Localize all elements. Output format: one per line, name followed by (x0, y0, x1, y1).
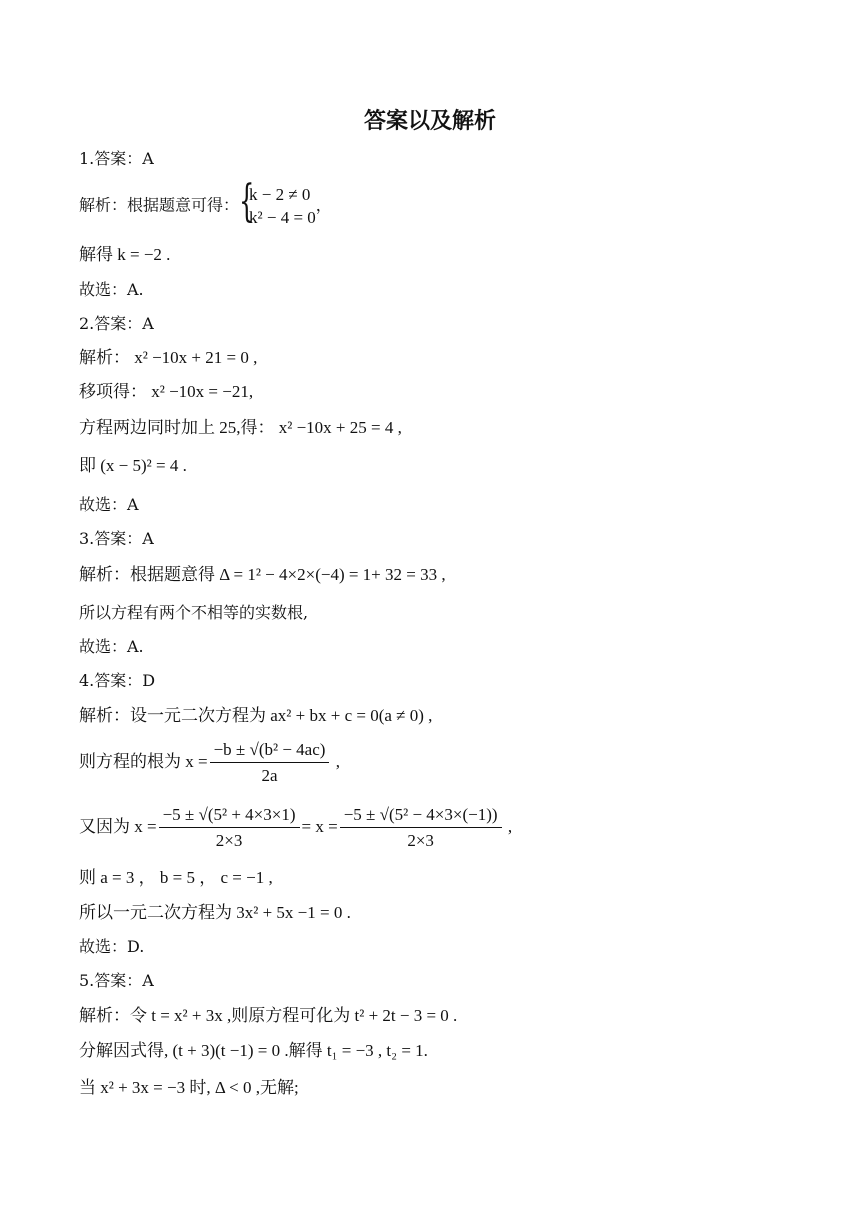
equals-x: = x = (301, 816, 338, 836)
result-1: 解得 k = −2 . (79, 245, 171, 264)
denominator-1: 2×3 (215, 831, 243, 850)
fraction-1 (159, 805, 300, 851)
given-roots-label: 又因为 x = (79, 816, 157, 836)
answer-1: 1.答案：A (79, 149, 154, 168)
step-2c: 即 (x − 5)² = 4 . (79, 456, 187, 475)
conclusion-3: 所以方程有两个不相等的实数根, (79, 603, 309, 622)
numerator-2: −5 ± √(5² − 4×3×(−1)) (340, 805, 502, 828)
root-formula (79, 740, 340, 786)
system-row-1: k − 2 ≠ 0 (249, 185, 311, 204)
choice-2: 故选：A (79, 495, 139, 514)
solution-label: 解析：根据题意可得： (79, 195, 240, 215)
factoring-5: 分解因式得, (t + 3)(t −1) = 0 .解得 t₁ = −3 , t₂ = 1. (79, 1041, 428, 1060)
solution-4: 解析：设一元二次方程为 ax² + bx + c = 0(a ≠ 0) , (79, 706, 433, 725)
solution-1 (79, 176, 332, 229)
comma: , (503, 816, 513, 836)
choice-1: 故选：A. (79, 280, 144, 299)
equation-system (239, 176, 316, 229)
answer-3: 3.答案：A (79, 529, 154, 548)
coefficients: 则 a = 3 ， b = 5 ， c = −1 , (79, 868, 273, 887)
fraction (210, 740, 330, 786)
denominator: 2a (261, 766, 278, 785)
numerator-1: −5 ± √(5² + 4×3×1) (159, 805, 300, 828)
comma: , (331, 751, 340, 771)
solution-3: 解析：根据题意得 Δ = 1² − 4×2×(−4) = 1+ 32 = 33 , (79, 565, 446, 584)
solution-2: 解析： x² −10x + 21 = 0 , (79, 348, 258, 367)
given-roots (79, 805, 512, 851)
step-2a: 移项得： x² −10x = −21, (79, 382, 254, 401)
page-title: 答案以及解析 (363, 109, 496, 134)
brace-icon: { (239, 176, 255, 227)
denominator-2: 2×3 (407, 831, 434, 850)
step-2b: 方程两边同时加上 25,得： x² −10x + 25 = 4 , (79, 418, 402, 437)
root-formula-label: 则方程的根为 x = (79, 751, 208, 771)
answer-2: 2.答案：A (79, 314, 154, 333)
comma: ， (315, 195, 332, 215)
equation-4: 所以一元二次方程为 3x² + 5x −1 = 0 . (79, 903, 351, 922)
choice-3: 故选：A. (79, 637, 144, 656)
case-5: 当 x² + 3x = −3 时, Δ < 0 ,无解; (79, 1078, 299, 1097)
numerator: −b ± √(b² − 4ac) (210, 740, 330, 763)
solution-5: 解析：令 t = x² + 3x ,则原方程可化为 t² + 2t − 3 = 0 . (79, 1006, 458, 1025)
system-row-2: k² − 4 = 0 (249, 208, 316, 227)
choice-4: 故选：D. (79, 937, 145, 956)
answer-5: 5.答案：A (79, 971, 154, 990)
fraction-2 (340, 805, 502, 851)
answer-4: 4.答案：D (79, 671, 156, 690)
